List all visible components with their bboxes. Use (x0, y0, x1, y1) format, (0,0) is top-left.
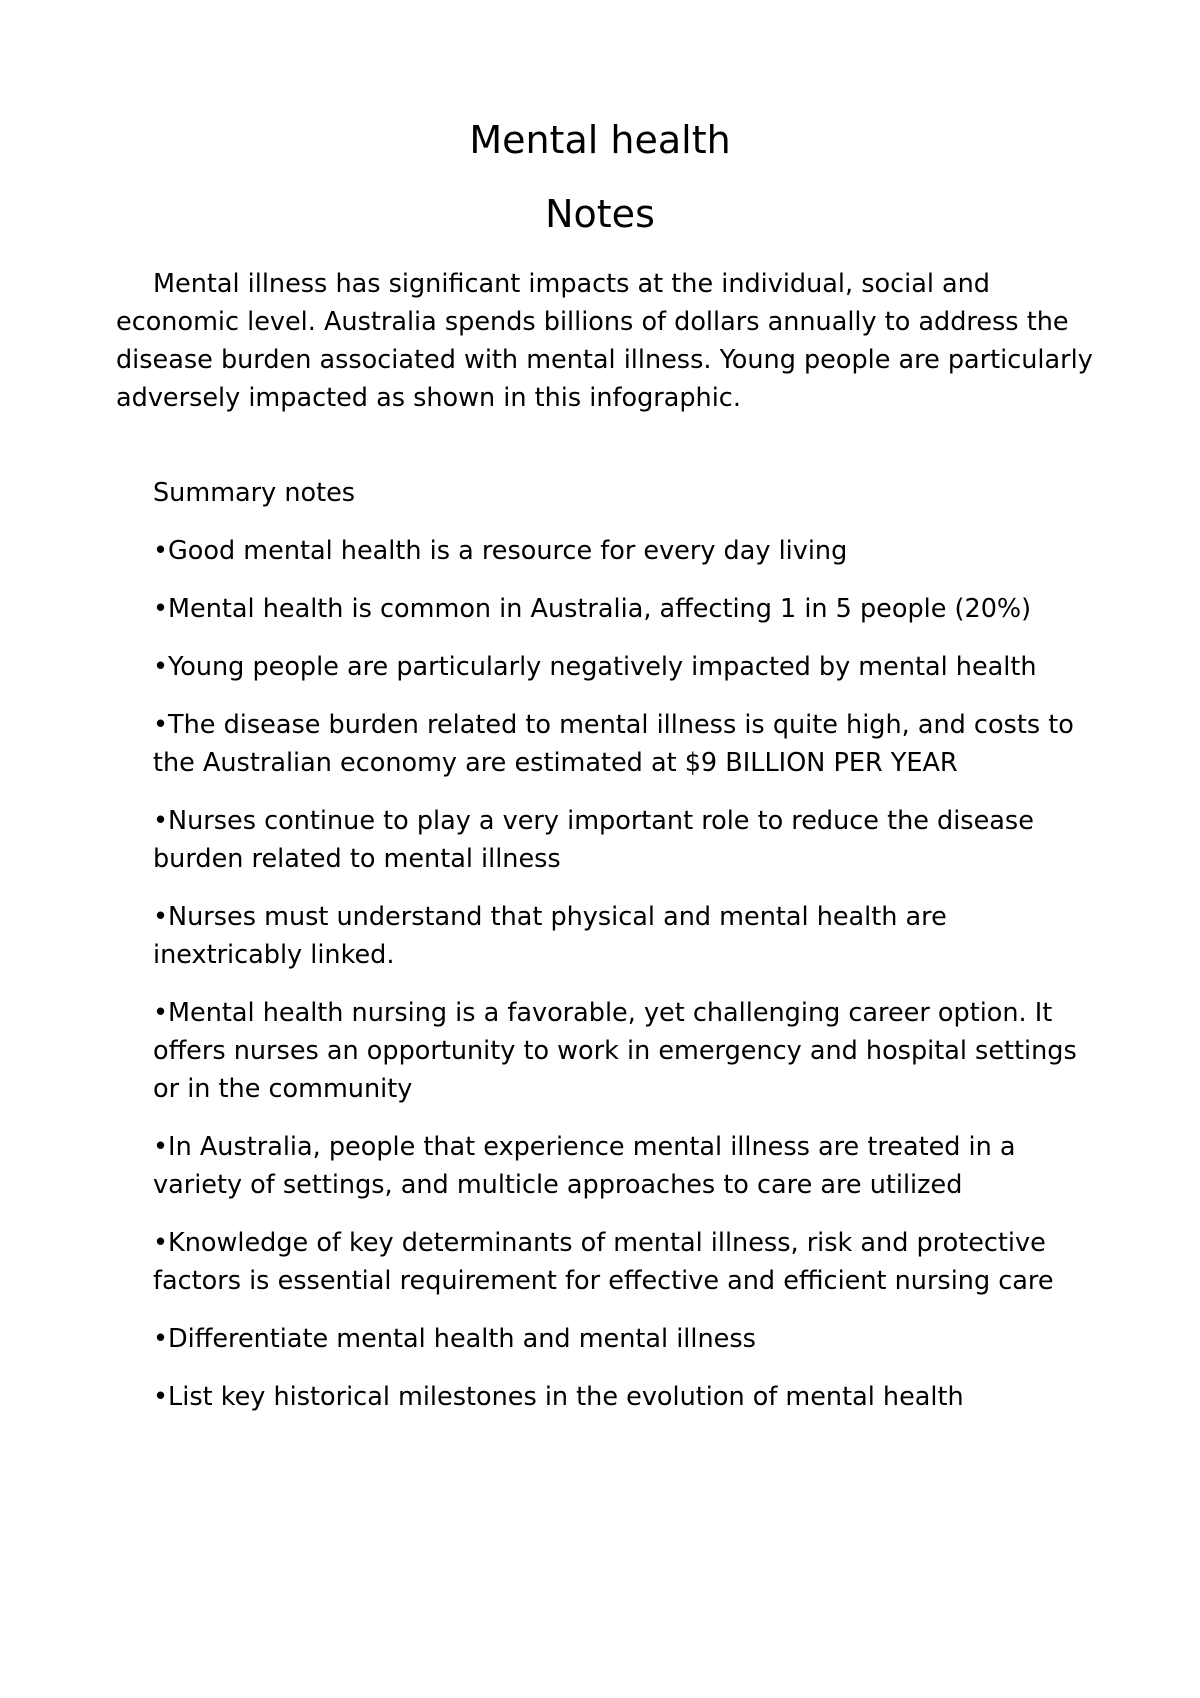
bullet-text: The disease burden related to mental illness is quite high, and costs to the Australian economy are estimated at $9 BILLION PER YEAR (153, 710, 1074, 778)
list-item (153, 802, 1093, 878)
list-item (153, 1378, 1093, 1416)
list-item (153, 1320, 1093, 1358)
bullet-icon: • (153, 710, 169, 740)
bullet-icon: • (153, 594, 169, 624)
bullet-text: Differentiate mental health and mental illness (168, 1324, 756, 1354)
bullet-icon: • (153, 1382, 169, 1412)
list-item (153, 1128, 1093, 1204)
bullet-text: In Australia, people that experience mental illness are treated in a variety of settings, and multicle approaches to care are utilized (153, 1132, 1016, 1200)
bullet-icon: • (153, 1132, 169, 1162)
bullet-icon: • (153, 1324, 169, 1354)
bullet-text: Knowledge of key determinants of mental illness, risk and protective factors is essential requirement for effective and efficient nursing care (153, 1228, 1054, 1296)
bullet-text: List key historical milestones in the evolution of mental health (168, 1382, 964, 1412)
summary-bullet-list (153, 532, 1093, 1436)
list-item (153, 1224, 1093, 1300)
bullet-text: Nurses continue to play a very important role to reduce the disease burden related to mental illness (153, 806, 1034, 874)
bullet-text: Mental health is common in Australia, affecting 1 in 5 people (20%) (168, 594, 1032, 624)
bullet-text: Mental health nursing is a favorable, yet challenging career option. It offers nurses an opportunity to work in emergency and hospital settings or in the community (153, 998, 1077, 1104)
list-item (153, 648, 1093, 686)
bullet-text: Nurses must understand that physical and mental health are inextricably linked. (153, 902, 947, 970)
bullet-icon: • (153, 536, 169, 566)
list-item (153, 706, 1093, 782)
bullet-text: Good mental health is a resource for every day living (168, 536, 848, 566)
bullet-icon: • (153, 902, 169, 932)
bullet-icon: • (153, 652, 169, 682)
intro-paragraph: Mental illness has significant impacts at the individual, social and economic level. Australia spends billions of dollars annually to address the disease burden associated with mental illness. Young people are particularly adversely impacted as shown in this infographic. (116, 269, 1093, 413)
list-item (153, 898, 1093, 974)
summary-heading: Summary notes (153, 478, 356, 508)
list-item (153, 532, 1093, 570)
bullet-icon: • (153, 1228, 169, 1258)
document-title: Mental health (469, 118, 731, 162)
bullet-icon: • (153, 806, 169, 836)
document-subtitle: Notes (545, 192, 655, 236)
list-item (153, 590, 1093, 628)
bullet-text: Young people are particularly negatively impacted by mental health (168, 652, 1037, 682)
bullet-icon: • (153, 998, 169, 1028)
list-item (153, 994, 1093, 1108)
